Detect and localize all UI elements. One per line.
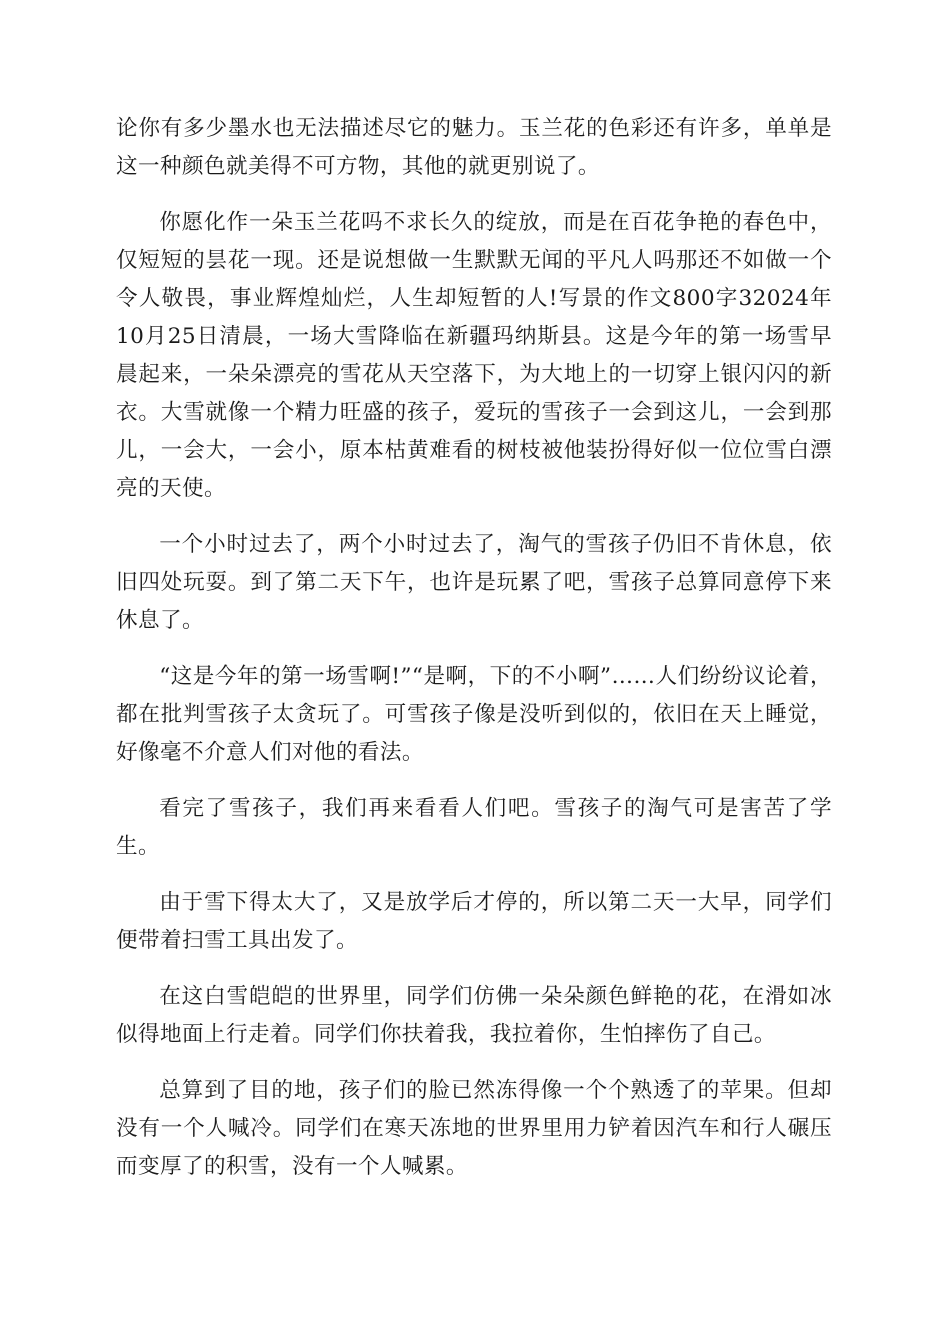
paragraph-8: 总算到了目的地，孩子们的脸已然冻得像一个个熟透了的苹果。但却没有一个人喊冷。同学们在寒天冻地的世界里用力铲着因汽车和行人碾压而变厚了的积雪，没有一个人喊累。 — [116, 1078, 832, 1179]
paragraph-6: 由于雪下得太大了，又是放学后才停的，所以第二天一大早，同学们便带着扫雪工具出发了。 — [116, 890, 832, 953]
paragraph-1: 论你有多少墨水也无法描述尽它的魅力。玉兰花的色彩还有许多，单单是这一种颜色就美得不可方物，其他的就更别说了。 — [116, 116, 832, 179]
paragraph-2: 你愿化作一朵玉兰花吗不求长久的绽放，而是在百花争艳的春色中，仅短短的昙花一现。还是说想做一生默默无闻的平凡人吗那还不如做一个令人敬畏，事业辉煌灿烂，人生却短暂的人!写景的作文800字32024年10月25日清晨，一场大雪降临在新疆玛纳斯县。这是今年的第一场雪早晨起来，一朵朵漂亮的雪花从天空落下，为大地上的一切穿上银闪闪的新衣。大雪就像一个精力旺盛的孩子，爱玩的雪孩子一会到这儿，一会到那儿，一会大，一会小，原本枯黄难看的树枝被他装扮得好似一位位雪白漂亮的天使。 — [116, 210, 832, 501]
paragraph-7: 在这白雪皑皑的世界里，同学们仿佛一朵朵颜色鲜艳的花，在滑如冰似得地面上行走着。同学们你扶着我，我拉着你，生怕摔伤了自己。 — [116, 984, 832, 1047]
document-page — [116, 110, 832, 1204]
paragraph-4: “这是今年的第一场雪啊!”“是啊，下的不小啊”……人们纷纷议论着，都在批判雪孩子太贪玩了。可雪孩子像是没听到似的，依旧在天上睡觉，好像毫不介意人们对他的看法。 — [116, 664, 832, 765]
paragraph-3: 一个小时过去了，两个小时过去了，淘气的雪孩子仍旧不肯休息，依旧四处玩耍。到了第二天下午，也许是玩累了吧，雪孩子总算同意停下来休息了。 — [116, 532, 832, 633]
paragraph-5: 看完了雪孩子，我们再来看看人们吧。雪孩子的淘气可是害苦了学生。 — [116, 796, 832, 859]
